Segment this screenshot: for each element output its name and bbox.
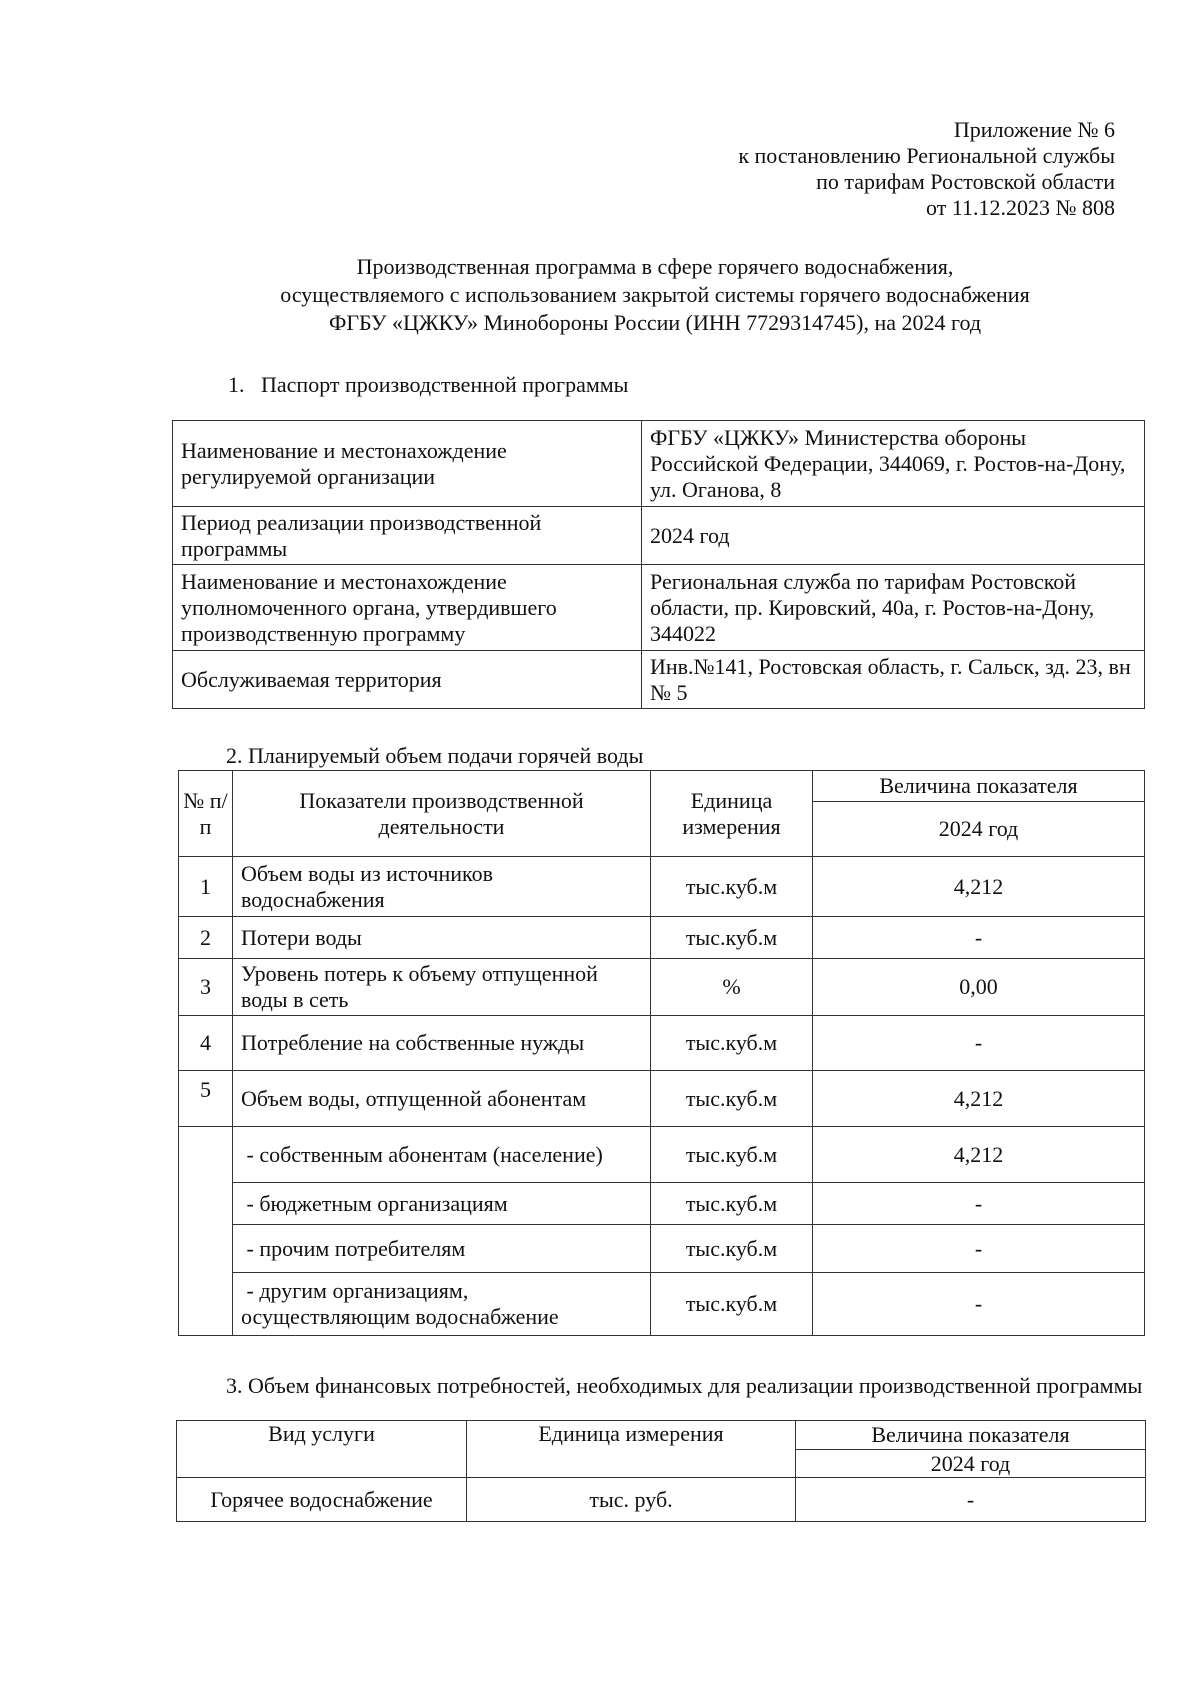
subrow-unit: тыс.куб.м (651, 1127, 813, 1183)
passport-label: Период реализации производственной программы (173, 507, 642, 565)
passport-value: Инв.№141, Ростовская область, г. Сальск, зд. 23, вн № 5 (642, 651, 1145, 709)
col-header-unit: Единица измерения (467, 1421, 796, 1478)
col-header-indicator: Показатели производственной деятельности (233, 771, 651, 857)
col-header-value: Величина показателя (813, 771, 1145, 802)
row-unit: тыс.куб.м (651, 857, 813, 917)
title-line-1: Производственная программа в сфере горячего водоснабжения, (356, 254, 954, 279)
table-row (179, 1183, 1145, 1225)
row-name: Объем воды, отпущенной абонентам (233, 1071, 651, 1127)
row-name: Потери воды (233, 917, 651, 959)
table-row (173, 565, 1145, 651)
section-2-heading: 2. Планируемый объем подачи горячей воды (226, 743, 644, 768)
col-header-num: № п/п (179, 771, 233, 857)
passport-label: Наименование и местонахождение регулируемой организации (173, 421, 642, 507)
table-row (179, 1273, 1145, 1336)
row-unit: тыс. руб. (467, 1478, 796, 1522)
resolution-date: от 11.12.2023 № 808 (926, 195, 1115, 220)
water-volume-table (178, 770, 1145, 1336)
passport-table (172, 420, 1145, 709)
row-name: Уровень потерь к объему отпущенной воды в сеть (233, 959, 651, 1016)
row-value: 4,212 (813, 1071, 1145, 1127)
section-1-heading: 1. Паспорт производственной программы (228, 372, 629, 397)
table-row (173, 507, 1145, 565)
financial-needs-table (176, 1420, 1146, 1522)
subrow-name: - собственным абонентам (население) (233, 1127, 651, 1183)
col-header-year: 2024 год (796, 1450, 1146, 1478)
table-row (179, 1225, 1145, 1273)
col-header-year: 2024 год (813, 802, 1145, 857)
table-row (179, 917, 1145, 959)
subrow-name: - бюджетным организациям (233, 1183, 651, 1225)
title-line-2: осуществляемого с использованием закрытой системы горячего водоснабжения (280, 282, 1030, 307)
agency-name: по тарифам Ростовской области (816, 169, 1115, 194)
col-header-unit: Единица измерения (651, 771, 813, 857)
passport-value: ФГБУ «ЦЖКУ» Министерства обороны Российской Федерации, 344069, г. Ростов-на-Дону, ул. Оганова, 8 (642, 421, 1145, 507)
row-value: - (796, 1478, 1146, 1522)
row-value: - (813, 917, 1145, 959)
row-unit: % (651, 959, 813, 1016)
row-num: 4 (179, 1016, 233, 1071)
row-num: 5 (179, 1071, 233, 1127)
subrow-name: - прочим потребителям (233, 1225, 651, 1273)
col-header-service: Вид услуги (177, 1421, 467, 1478)
subrow-unit: тыс.куб.м (651, 1183, 813, 1225)
passport-label: Наименование и местонахождение уполномоченного органа, утвердившего производственную программу (173, 565, 642, 651)
document-header (738, 117, 1115, 221)
subrow-unit: тыс.куб.м (651, 1225, 813, 1273)
row-name: Потребление на собственные нужды (233, 1016, 651, 1071)
subrow-value: - (813, 1183, 1145, 1225)
table-row (179, 1127, 1145, 1183)
passport-value: 2024 год (642, 507, 1145, 565)
subrow-unit: тыс.куб.м (651, 1273, 813, 1336)
col-header-value: Величина показателя (796, 1421, 1146, 1450)
row-num: 3 (179, 959, 233, 1016)
table-header-row (179, 771, 1145, 802)
resolution-ref: к постановлению Региональной службы (738, 143, 1115, 168)
table-row (173, 651, 1145, 709)
row-num: 1 (179, 857, 233, 917)
row-value: 0,00 (813, 959, 1145, 1016)
table-row (179, 1071, 1145, 1127)
row-num: 2 (179, 917, 233, 959)
subrow-value: 4,212 (813, 1127, 1145, 1183)
table-row (177, 1478, 1146, 1522)
row-service: Горячее водоснабжение (177, 1478, 467, 1522)
passport-value: Региональная служба по тарифам Ростовской области, пр. Кировский, 40а, г. Ростов-на-Дону, 344022 (642, 565, 1145, 651)
row-unit: тыс.куб.м (651, 1016, 813, 1071)
title-line-3: ФГБУ «ЦЖКУ» Минобороны России (ИНН 7729314745), на 2024 год (328, 310, 982, 335)
row-name: Объем воды из источников водоснабжения (233, 857, 651, 917)
section-3-heading: 3. Объем финансовых потребностей, необходимых для реализации производственной программы (226, 1373, 1143, 1398)
table-row (179, 1016, 1145, 1071)
row-unit: тыс.куб.м (651, 917, 813, 959)
row-value: - (813, 1016, 1145, 1071)
row-num-empty (179, 1127, 233, 1336)
table-row (179, 959, 1145, 1016)
appendix-number: Приложение № 6 (953, 117, 1115, 142)
row-value: 4,212 (813, 857, 1145, 917)
table-header-row (177, 1421, 1146, 1450)
table-row (179, 857, 1145, 917)
table-row (173, 421, 1145, 507)
subrow-name: - другим организациям, осуществляющим водоснабжение (233, 1273, 651, 1336)
passport-label: Обслуживаемая территория (173, 651, 642, 709)
subrow-value: - (813, 1273, 1145, 1336)
row-unit: тыс.куб.м (651, 1071, 813, 1127)
document-title (160, 253, 1150, 337)
subrow-value: - (813, 1225, 1145, 1273)
